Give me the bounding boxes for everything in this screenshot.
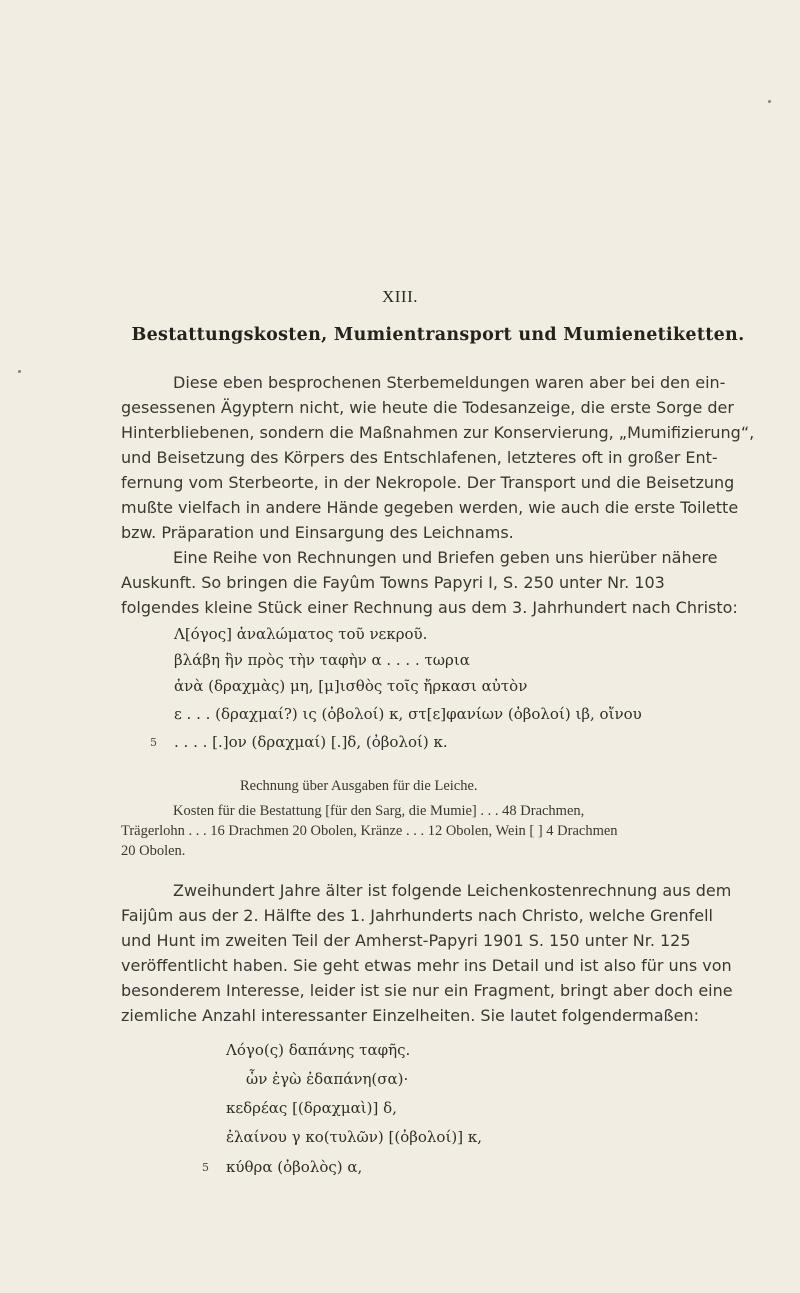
section-heading: Bestattungskosten, Mumientransport und Mumienetiketten. (131, 325, 745, 345)
translation-caption: Rechnung über Ausgaben für die Leiche. (240, 778, 478, 794)
paragraph-line: fernung vom Sterbeorte, in der Nekropole. Der Transport und die Beisetzung (121, 473, 735, 492)
greek-line: Λ[όγος] ἀναλώματος τοῦ νεκροῦ. (174, 625, 428, 643)
paragraph-line: veröffentlicht haben. Sie geht etwas mehr ins Detail und ist also für uns von (121, 956, 732, 975)
paragraph-line: und Hunt im zweiten Teil der Amherst-Papyri 1901 S. 150 unter Nr. 125 (121, 931, 691, 950)
paragraph-line: gesessenen Ägyptern nicht, wie heute die Todesanzeige, die erste Sorge der (121, 398, 734, 417)
paragraph-line: Diese eben besprochenen Sterbemeldungen waren aber bei den ein- (173, 373, 726, 392)
paragraph-line: ziemliche Anzahl interessanter Einzelheiten. Sie lautet folgendermaßen: (121, 1006, 699, 1025)
greek-line: βλάβη ἣν πρὸς τὴν ταφὴν α . . . . τωρια (174, 651, 470, 669)
greek-line: ἀνὰ (δραχμὰς) μη, [μ]ισθὸς τοῖς ἤρκασι αὐτὸν (174, 677, 528, 695)
paragraph-line: folgendes kleine Stück einer Rechnung aus dem 3. Jahrhundert nach Christo: (121, 598, 738, 617)
paragraph-line: Zweihundert Jahre älter ist folgende Leichenkostenrechnung aus dem (173, 881, 732, 900)
greek-line: 5 κύθρα (ὀβολὸς) α, (202, 1158, 363, 1176)
translation-line: Trägerlohn . . . 16 Drachmen 20 Obolen, Kränze . . . 12 Obolen, Wein [ ] 4 Drachmen (121, 823, 618, 839)
page-speck (768, 100, 771, 103)
paragraph-line: bzw. Präparation und Einsargung des Leichnams. (121, 523, 514, 542)
paragraph-line: Auskunft. So bringen die Fayûm Towns Papyri I, S. 250 unter Nr. 103 (121, 573, 665, 592)
greek-line: κεδρέας [(δραχμαὶ)] δ, (226, 1099, 397, 1117)
greek-line: ε . . . (δραχμαί?) ις (ὀβολοί) κ, στ[ε]φανίων (ὀβολοί) ιβ, οἴνου (174, 705, 642, 723)
paragraph-line: mußte vielfach in andere Hände gegeben werden, wie auch die erste Toilette (121, 498, 739, 517)
chapter-number: XIII. (381, 287, 418, 306)
translation-line: 20 Obolen. (121, 843, 186, 859)
greek-line: 5 . . . . [.]ον (δραχμαί) [.]δ, (ὀβολοί) κ. (150, 733, 448, 751)
line-number: 5 (150, 736, 157, 749)
line-number: 5 (202, 1161, 209, 1174)
page-speck (18, 370, 21, 373)
paragraph-line: und Beisetzung des Körpers des Entschlafenen, letzteres oft in großer Ent- (121, 448, 718, 467)
paragraph-line: Faijûm aus der 2. Hälfte des 1. Jahrhunderts nach Christo, welche Grenfell (121, 906, 713, 925)
paragraph-line: Eine Reihe von Rechnungen und Briefen geben uns hierüber nähere (173, 548, 718, 567)
greek-line: ἐλαίνου γ κο(τυλῶν) [(ὀβολοί)] κ, (226, 1128, 482, 1146)
greek-line: ὧν ἐγὼ ἐδαπάνη(σα)· (246, 1070, 409, 1088)
greek-line: Λόγο(ς) δαπάνης ταφῆς. (226, 1041, 411, 1059)
paragraph-line: besonderem Interesse, leider ist sie nur ein Fragment, bringt aber doch eine (121, 981, 733, 1000)
paragraph-line: Hinterbliebenen, sondern die Maßnahmen zur Konservierung, „Mumifizierung“, (121, 423, 755, 442)
translation-line: Kosten für die Bestattung [für den Sarg, die Mumie] . . . 48 Drachmen, (173, 803, 585, 819)
